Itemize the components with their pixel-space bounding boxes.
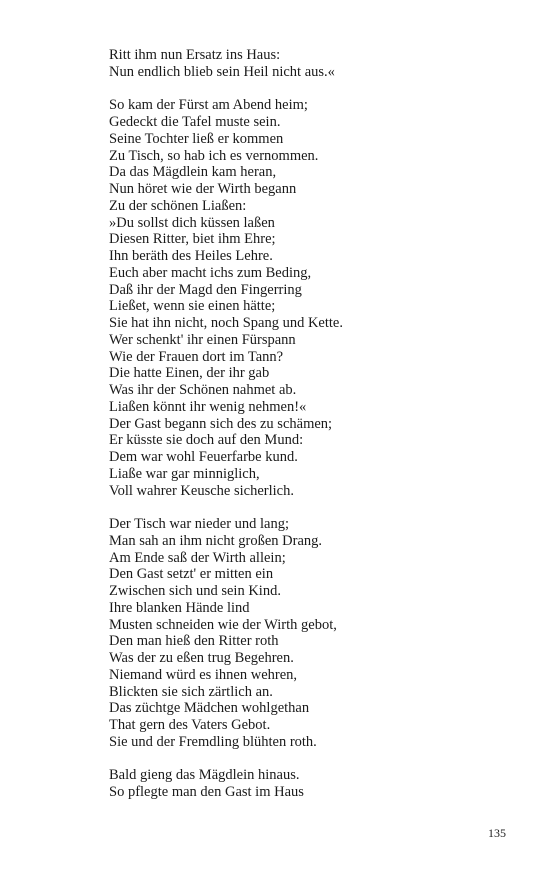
stanza-gap	[109, 81, 509, 98]
verse-line: Daß ihr der Magd den Fingerring	[109, 281, 302, 298]
verse-line: Seine Tochter ließ er kommen	[109, 130, 284, 147]
verse-line: Nun höret wie der Wirth begann	[109, 181, 297, 197]
verse-line: Der Tisch war nieder und lang;	[109, 516, 290, 532]
verse-line: Er küsste sie doch auf den Mund:	[109, 432, 304, 449]
verse-line: Die hatte Einen, der ihr gab	[109, 365, 270, 382]
verse-line: »Du sollst dich küssen laßen	[109, 214, 275, 231]
verse-line: Den Gast setzt' er mitten ein	[109, 566, 274, 583]
verse-line: Ihn beräth des Heiles Lehre.	[109, 248, 273, 264]
verse-line: Man sah an ihm nicht großen Drang.	[109, 532, 323, 549]
poem-text	[109, 47, 509, 801]
verse-line: Am Ende saß der Wirth allein;	[109, 549, 286, 566]
verse-line: Ihre blanken Hände lind	[109, 599, 250, 616]
verse-line: Liaße war gar minniglich,	[109, 465, 260, 482]
verse-line: Euch aber macht ichs zum Beding,	[109, 264, 312, 281]
verse-line: Dem war wohl Feuerfarbe kund.	[109, 449, 298, 465]
verse-line: Den man hieß den Ritter roth	[109, 633, 279, 650]
stanza-gap	[109, 499, 509, 516]
verse-line: That gern des Vaters Gebot.	[109, 717, 271, 733]
verse-line: Was der zu eßen trug Begehren.	[109, 650, 294, 666]
verse-line: Ließet, wenn sie einen hätte;	[109, 298, 276, 315]
verse-line: Zwischen sich und sein Kind.	[109, 583, 281, 599]
verse-line: Blickten sie sich zärtlich an.	[109, 683, 273, 700]
verse-line: Nun endlich blieb sein Heil nicht aus.«	[109, 63, 335, 80]
verse-line: Sie hat ihn nicht, noch Spang und Kette.	[109, 315, 343, 331]
stanza	[109, 516, 509, 751]
verse-line: Voll wahrer Keusche sicherlich.	[109, 482, 294, 499]
verse-line: Der Gast begann sich des zu schämen;	[109, 415, 333, 432]
verse-line: Gedeckt die Tafel muste sein.	[109, 114, 281, 130]
verse-line: So pflegte man den Gast im Haus	[109, 784, 304, 800]
verse-line: Zu Tisch, so hab ich es vernommen.	[109, 147, 319, 164]
stanza-gap	[109, 751, 509, 768]
verse-line: Das züchtge Mädchen wohlgethan	[109, 700, 310, 717]
stanza	[109, 97, 509, 499]
verse-line: Wer schenkt' ihr einen Fürspann	[109, 331, 296, 348]
verse-line: Liaßen könnt ihr wenig nehmen!«	[109, 398, 307, 415]
verse-line: Da das Mägdlein kam heran,	[109, 164, 277, 181]
verse-line: Was ihr der Schönen nahmet ab.	[109, 382, 297, 398]
verse-line: Musten schneiden wie der Wirth gebot,	[109, 616, 337, 633]
verse-line: So kam der Fürst am Abend heim;	[109, 97, 308, 114]
verse-line: Diesen Ritter, biet ihm Ehre;	[109, 231, 276, 248]
verse-line: Niemand würd es ihnen wehren,	[109, 666, 298, 683]
verse-line: Ritt ihm nun Ersatz ins Haus:	[109, 47, 281, 63]
stanza	[109, 767, 509, 801]
verse-line: Bald gieng das Mägdlein hinaus.	[109, 767, 300, 784]
verse-line: Wie der Frauen dort im Tann?	[109, 348, 284, 365]
verse-line: Sie und der Fremdling blühten roth.	[109, 733, 317, 750]
page-number: 135	[488, 826, 506, 840]
verse-line: Zu der schönen Liaßen:	[109, 197, 247, 214]
stanza	[109, 47, 509, 81]
